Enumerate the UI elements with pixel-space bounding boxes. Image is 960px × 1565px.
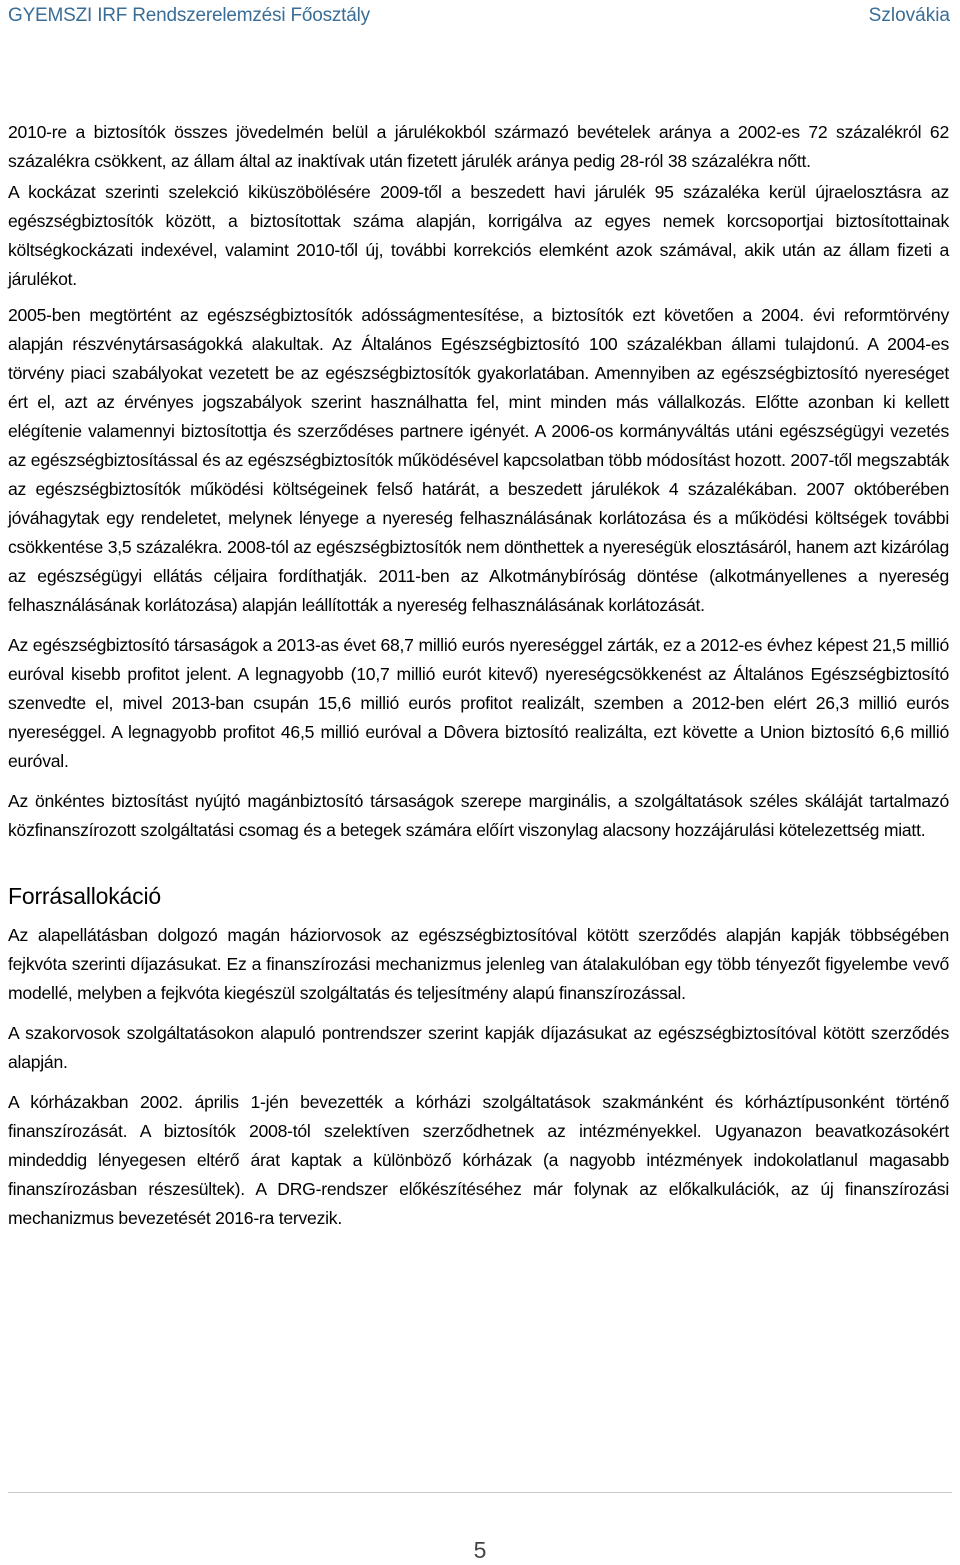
paragraph-profit-2013: Az egészségbiztosító társaságok a 2013-as évet 68,7 millió eurós nyereséggel zárták, ez a 2012-es évhez képest 21,5 millió euróval kisebb profitot jelent. A legnagyobb (10,7 millió eurót kitevő) nyereségcsökkenést az Általános Egészségbiztosító szenvedte el, mivel 2013-ban csupán 15,6 millió eurós profitot realizált, szemben a 2012-ben elért 26,3 millió eurós nyereséggel. A legnagyobb profitot 46,5 millió euróval a Dôvera biztosító realizálta, ezt követte a Union biztosító 6,6 millió euróval. (8, 635, 949, 771)
section-heading: Forrásallokáció (8, 883, 161, 909)
paragraph-debt-relief: 2005-ben megtörtént az egészségbiztosítók adósságmentesítése, a biztosítók ezt követően a 2004. évi reformtörvény alapján részvénytársaságokká alakultak. Az Általános Egészségbiztosító 100 százalékban állami tulajdonú. A 2004-es törvény piaci szabályokat vezetett be az egészségbiztosítók gyakorlatában. Amennyiben az egészségbiztosító nyereséget ért el, azt az érvényes jogszabályok szerint használhatta fel, mint minden más vállalkozás. Előtte azonban ki kellett elégítenie valamennyi biztosítottja és szerződéses partnere igényét. A 2006-os kormányváltás utáni egészségügyi vezetés az egészségbiztosítással és az egészségbiztosítók működésével kapcsolatban több módosítást hozott. 2007-től megszabták az egészségbiztosítók működési költségeinek felső határát, a beszedett járulékok 4 százalékában. 2007 októberében jóváhagytak egy rendeletet, melynek lényege a nyereség felhasználásának korlátozása és a működési költségek további csökkentése 3,5 százalékra. 2008-tól az egészségbiztosítók nem dönthettek a nyereségük elosztásáról, hanem azt kizárólag az egészségügyi ellátás céljaira fordíthatják. 2011-ben az Alkotmánybíróság döntése (alkotmányellenes a nyereség felhasználásának korlátozása) alapján leállították a nyereség felhasználásának korlátozását. (8, 305, 949, 615)
paragraph-revenue-share: 2010-re a biztosítók összes jövedelmén belül a járulékokból származó bevételek aránya a 2002-es 72 százalékról 62 százalékra csökkent, az állam által az inaktívak után fizetett járulék aránya pedig 28-ról 38 százalékra nőtt. (8, 122, 949, 171)
header-country: Szlovákia (868, 5, 950, 26)
paragraph-voluntary-insurance: Az önkéntes biztosítást nyújtó magánbiztosító társaságok szerepe marginális, a szolgáltatások széles skáláját tartalmazó közfinanszírozott szolgáltatási csomag és a betegek számára előírt viszonylag alacsony hozzájárulási kötelezettség miatt. (8, 791, 949, 840)
paragraph-hospitals: A kórházakban 2002. április 1-jén bevezették a kórházi szolgáltatások szakmánként és kórháztípusonként történő finanszírozását. A biztosítók 2008-tól szelektíven szerződhetnek az intézményekkel. Ugyanazon beavatkozásokért mindeddig lényegesen eltérő árat kaptak a különböző kórházak (a nagyobb intézmények indokolatlanul magasabb finanszírozásban részesültek). A DRG-rendszer előkészítéséhez már folynak az előkalkulációk, az új finanszírozási mechanizmus bevezetését 2016-ra tervezik. (8, 1092, 949, 1228)
document-body (8, 118, 949, 1244)
paragraph-risk-selection: A kockázat szerinti szelekció kiküszöbölésére 2009-től a beszedett havi járulék 95 százaléka kerül újraelosztásra az egészségbiztosítók között, a biztosítottak száma alapján, korrigálva az egyes nemek korcsoportjai biztosítottainak költségkockázati indexével, valamint 2010-től új, további korrekciós elemként azok számával, akik után az állam fizeti a járulékot. (8, 182, 949, 289)
footer-divider (8, 1492, 952, 1493)
header-title: GYEMSZI IRF Rendszerelemzési Főosztály (8, 5, 370, 26)
page-number: 5 (473, 1537, 487, 1563)
paragraph-specialists: A szakorvosok szolgáltatásokon alapuló pontrendszer szerint kapják díjazásukat az egészségbiztosítóval kötött szerződés alapján. (8, 1023, 949, 1072)
paragraph-primary-care: Az alapellátásban dolgozó magán háziorvosok az egészségbiztosítóval kötött szerződés alapján kapják többségében fejkvóta szerinti díjazásukat. Ez a finanszírozási mechanizmus jelenleg van átalakulóban egy több tényezőt figyelembe vevő modellé, melyben a fejkvóta kiegészül szolgáltatás és teljesítmény alapú finanszírozással. (8, 925, 949, 1003)
page-header (8, 2, 950, 30)
